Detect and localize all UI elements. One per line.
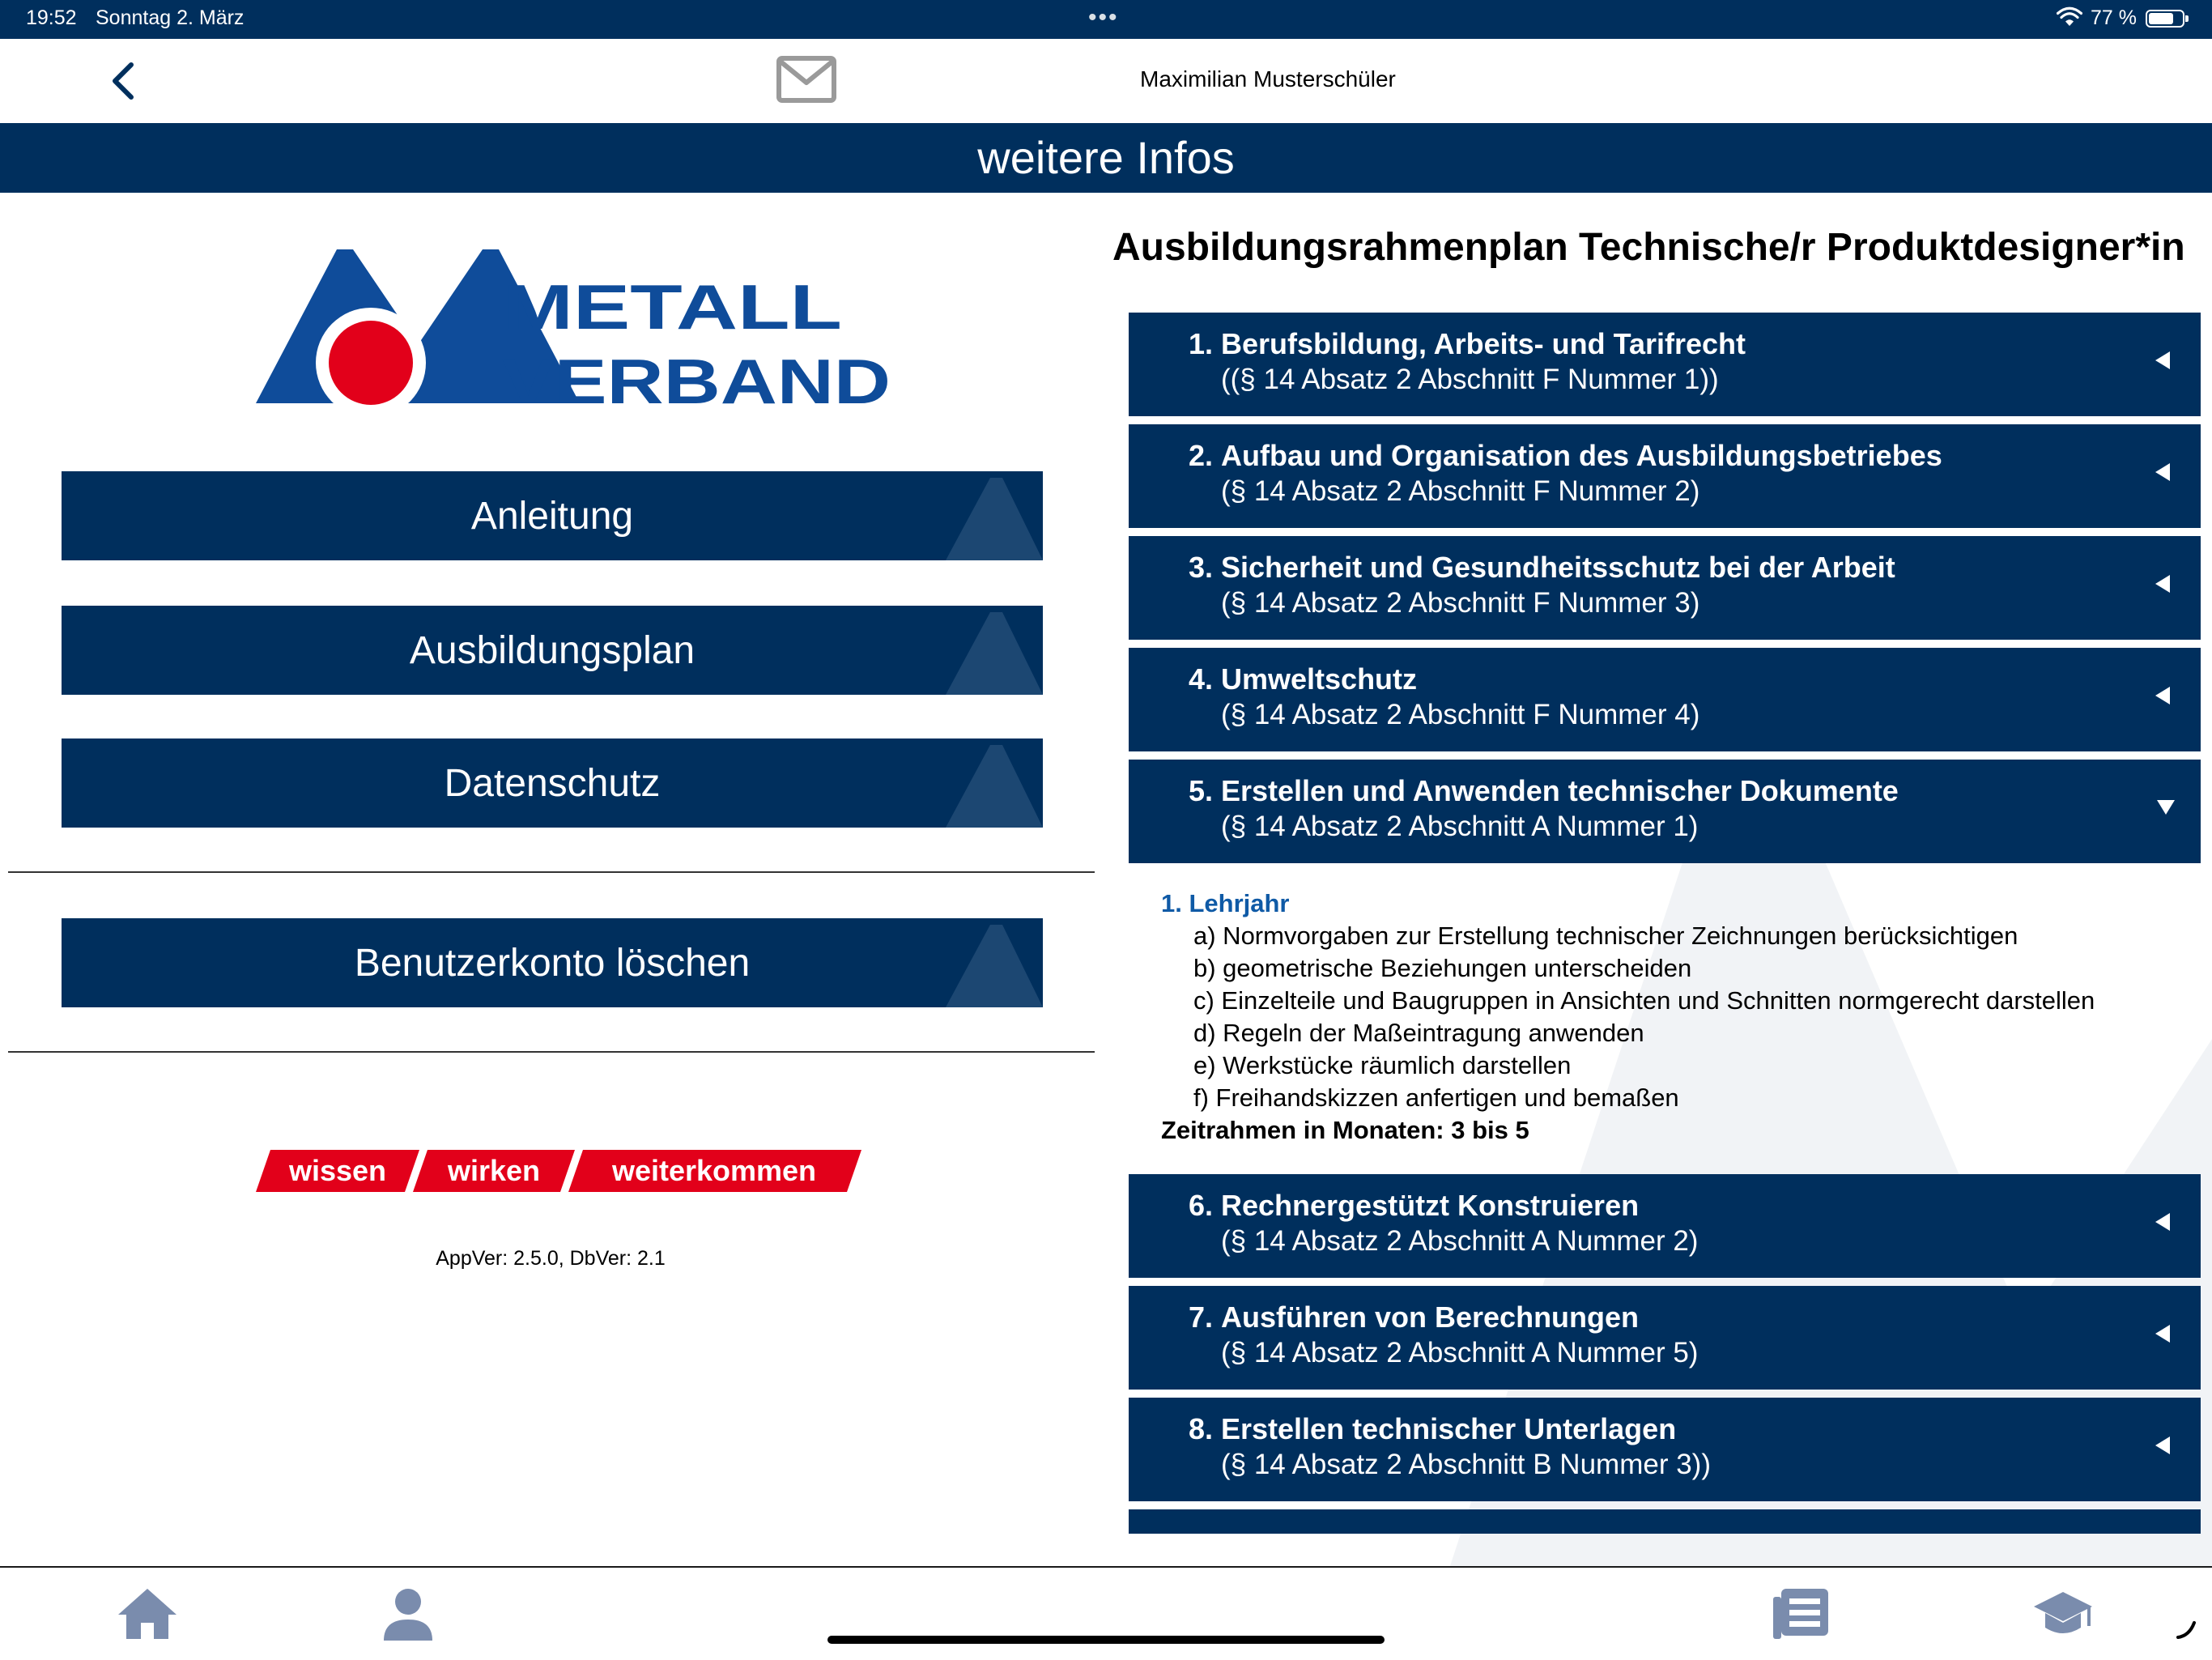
section-number: 6. xyxy=(1189,1189,1214,1222)
section-number: 1. xyxy=(1189,327,1214,360)
caret-left-icon xyxy=(2154,685,2172,706)
list-item: f) Freihandskizzen anfertigen und bemaßen xyxy=(1193,1083,1679,1112)
delete-account-button[interactable] xyxy=(62,918,1043,1007)
section-number: 4. xyxy=(1189,662,1214,696)
pencil-icon[interactable] xyxy=(2175,1616,2197,1641)
section-reference: (§ 14 Absatz 2 Abschnitt F Nummer 2) xyxy=(1221,475,1700,507)
caret-left-icon xyxy=(2154,462,2172,483)
section-1-header[interactable] xyxy=(1129,313,2201,416)
section-2-header[interactable] xyxy=(1129,424,2201,528)
app-version: AppVer: 2.5.0, DbVer: 2.1 xyxy=(436,1247,666,1270)
slogan-wissen: wissen xyxy=(288,1154,387,1187)
home-indicator[interactable] xyxy=(827,1636,1385,1644)
list-item: a) Normvorgaben zur Erstellung technischer Zeichnungen berücksichtigen xyxy=(1193,922,2018,950)
user-name: Maximilian Musterschüler xyxy=(1140,66,1396,92)
caret-left-icon xyxy=(2154,1435,2172,1456)
section-reference: ((§ 14 Absatz 2 Abschnitt F Nummer 1)) xyxy=(1221,364,1719,395)
logo-watermark-icon xyxy=(913,918,1043,1007)
section-reference: (§ 14 Absatz 2 Abschnitt A Nummer 1) xyxy=(1221,811,1699,842)
section-title: Sicherheit und Gesundheitsschutz bei der Arbeit xyxy=(1221,551,1895,584)
section-5-content xyxy=(1161,887,2197,1147)
section-7-header[interactable] xyxy=(1129,1286,2201,1390)
status-time: 19:52 xyxy=(26,6,77,29)
page-title-bar xyxy=(0,123,2212,193)
section-title: Erstellen und Anwenden technischer Dokumente xyxy=(1221,774,1899,807)
datenschutz-label: Datenschutz xyxy=(444,761,661,805)
section-title: Erstellen technischer Unterlagen xyxy=(1221,1412,1677,1445)
timeframe: Zeitrahmen in Monaten: 3 bis 5 xyxy=(1161,1116,1529,1144)
ausbildungsplan-label: Ausbildungsplan xyxy=(409,628,696,672)
datenschutz-button[interactable] xyxy=(62,738,1043,828)
status-bar xyxy=(0,0,2212,39)
section-6-header[interactable] xyxy=(1129,1174,2201,1278)
section-8-header[interactable] xyxy=(1129,1398,2201,1501)
logo-watermark-icon xyxy=(913,738,1043,828)
section-number: 3. xyxy=(1189,551,1214,584)
caret-left-icon xyxy=(2154,573,2172,594)
section-title: Umweltschutz xyxy=(1221,662,1418,696)
person-icon[interactable] xyxy=(377,1586,439,1642)
slogan-wirken: wirken xyxy=(447,1154,541,1187)
section-title: Aufbau und Organisation des Ausbildungsbetriebes xyxy=(1221,439,1942,472)
section-title: Ausführen von Berechnungen xyxy=(1221,1300,1640,1334)
section-reference: (§ 14 Absatz 2 Abschnitt A Nummer 5) xyxy=(1221,1337,1699,1368)
list-item: d) Regeln der Maßeintragung anwenden xyxy=(1193,1019,1644,1047)
section-3-header[interactable] xyxy=(1129,536,2201,640)
section-title: Berufsbildung, Arbeits- und Tarifrecht xyxy=(1221,327,1746,360)
ausbildungsplan-button[interactable] xyxy=(62,606,1043,695)
anleitung-label: Anleitung xyxy=(470,494,634,538)
logo-text-verband: VERBAND xyxy=(502,346,891,411)
section-number: 2. xyxy=(1189,439,1214,472)
logo-text-metall: METALL xyxy=(502,271,842,343)
page-title: weitere Infos xyxy=(977,132,1235,183)
battery-icon xyxy=(2146,10,2184,28)
divider xyxy=(8,871,1095,873)
news-icon[interactable] xyxy=(1770,1586,1831,1642)
section-number: 7. xyxy=(1189,1300,1214,1334)
chevron-left-icon[interactable] xyxy=(105,58,144,104)
tab-bar xyxy=(0,1566,2212,1660)
left-pane xyxy=(0,193,1101,1569)
slogan-weiterkommen: weiterkommen xyxy=(611,1154,817,1187)
section-reference: (§ 14 Absatz 2 Abschnitt F Nummer 3) xyxy=(1221,587,1700,619)
status-date: Sonntag 2. März xyxy=(96,6,245,29)
metallverband-logo xyxy=(256,249,895,411)
battery-percent: 77 % xyxy=(2091,6,2137,29)
list-item: b) geometrische Beziehungen unterscheiden xyxy=(1193,954,1692,982)
delete-account-label: Benutzerkonto löschen xyxy=(354,941,751,985)
list-item: c) Einzelteile und Baugruppen in Ansichten und Schnitten normgerecht darstellen xyxy=(1193,986,2095,1015)
section-4-header[interactable] xyxy=(1129,648,2201,751)
divider xyxy=(8,1051,1095,1053)
list-item: e) Werkstücke räumlich darstellen xyxy=(1193,1051,1572,1079)
graduation-cap-icon[interactable] xyxy=(2032,1586,2094,1642)
slogan-banner xyxy=(256,1150,861,1192)
section-number: 5. xyxy=(1189,774,1214,807)
section-number: 8. xyxy=(1189,1412,1214,1445)
training-year: 1. Lehrjahr xyxy=(1161,889,1290,917)
section-reference: (§ 14 Absatz 2 Abschnitt A Nummer 2) xyxy=(1221,1225,1699,1257)
app-header xyxy=(0,39,2212,123)
plan-title: Ausbildungsrahmenplan Technische/r Produktdesigner*in xyxy=(1112,226,2185,269)
logo-watermark-icon xyxy=(913,471,1043,560)
mail-icon[interactable] xyxy=(776,55,837,104)
anleitung-button[interactable] xyxy=(62,471,1043,560)
section-reference: (§ 14 Absatz 2 Abschnitt F Nummer 4) xyxy=(1221,699,1700,730)
section-reference: (§ 14 Absatz 2 Abschnitt B Nummer 3)) xyxy=(1221,1449,1711,1480)
multitask-dots[interactable]: ••• xyxy=(1088,4,1119,31)
section-5-header[interactable] xyxy=(1129,760,2201,863)
logo-watermark-icon xyxy=(913,606,1043,695)
section-title: Rechnergestützt Konstruieren xyxy=(1221,1189,1640,1222)
caret-left-icon xyxy=(2154,1323,2172,1344)
wifi-icon xyxy=(2057,6,2082,28)
section-9-header-partial[interactable] xyxy=(1129,1509,2201,1534)
right-pane[interactable] xyxy=(1101,193,2212,1569)
caret-left-icon xyxy=(2154,350,2172,371)
home-icon[interactable] xyxy=(117,1586,178,1642)
caret-left-icon xyxy=(2154,1211,2172,1232)
caret-down-icon xyxy=(2155,798,2176,816)
